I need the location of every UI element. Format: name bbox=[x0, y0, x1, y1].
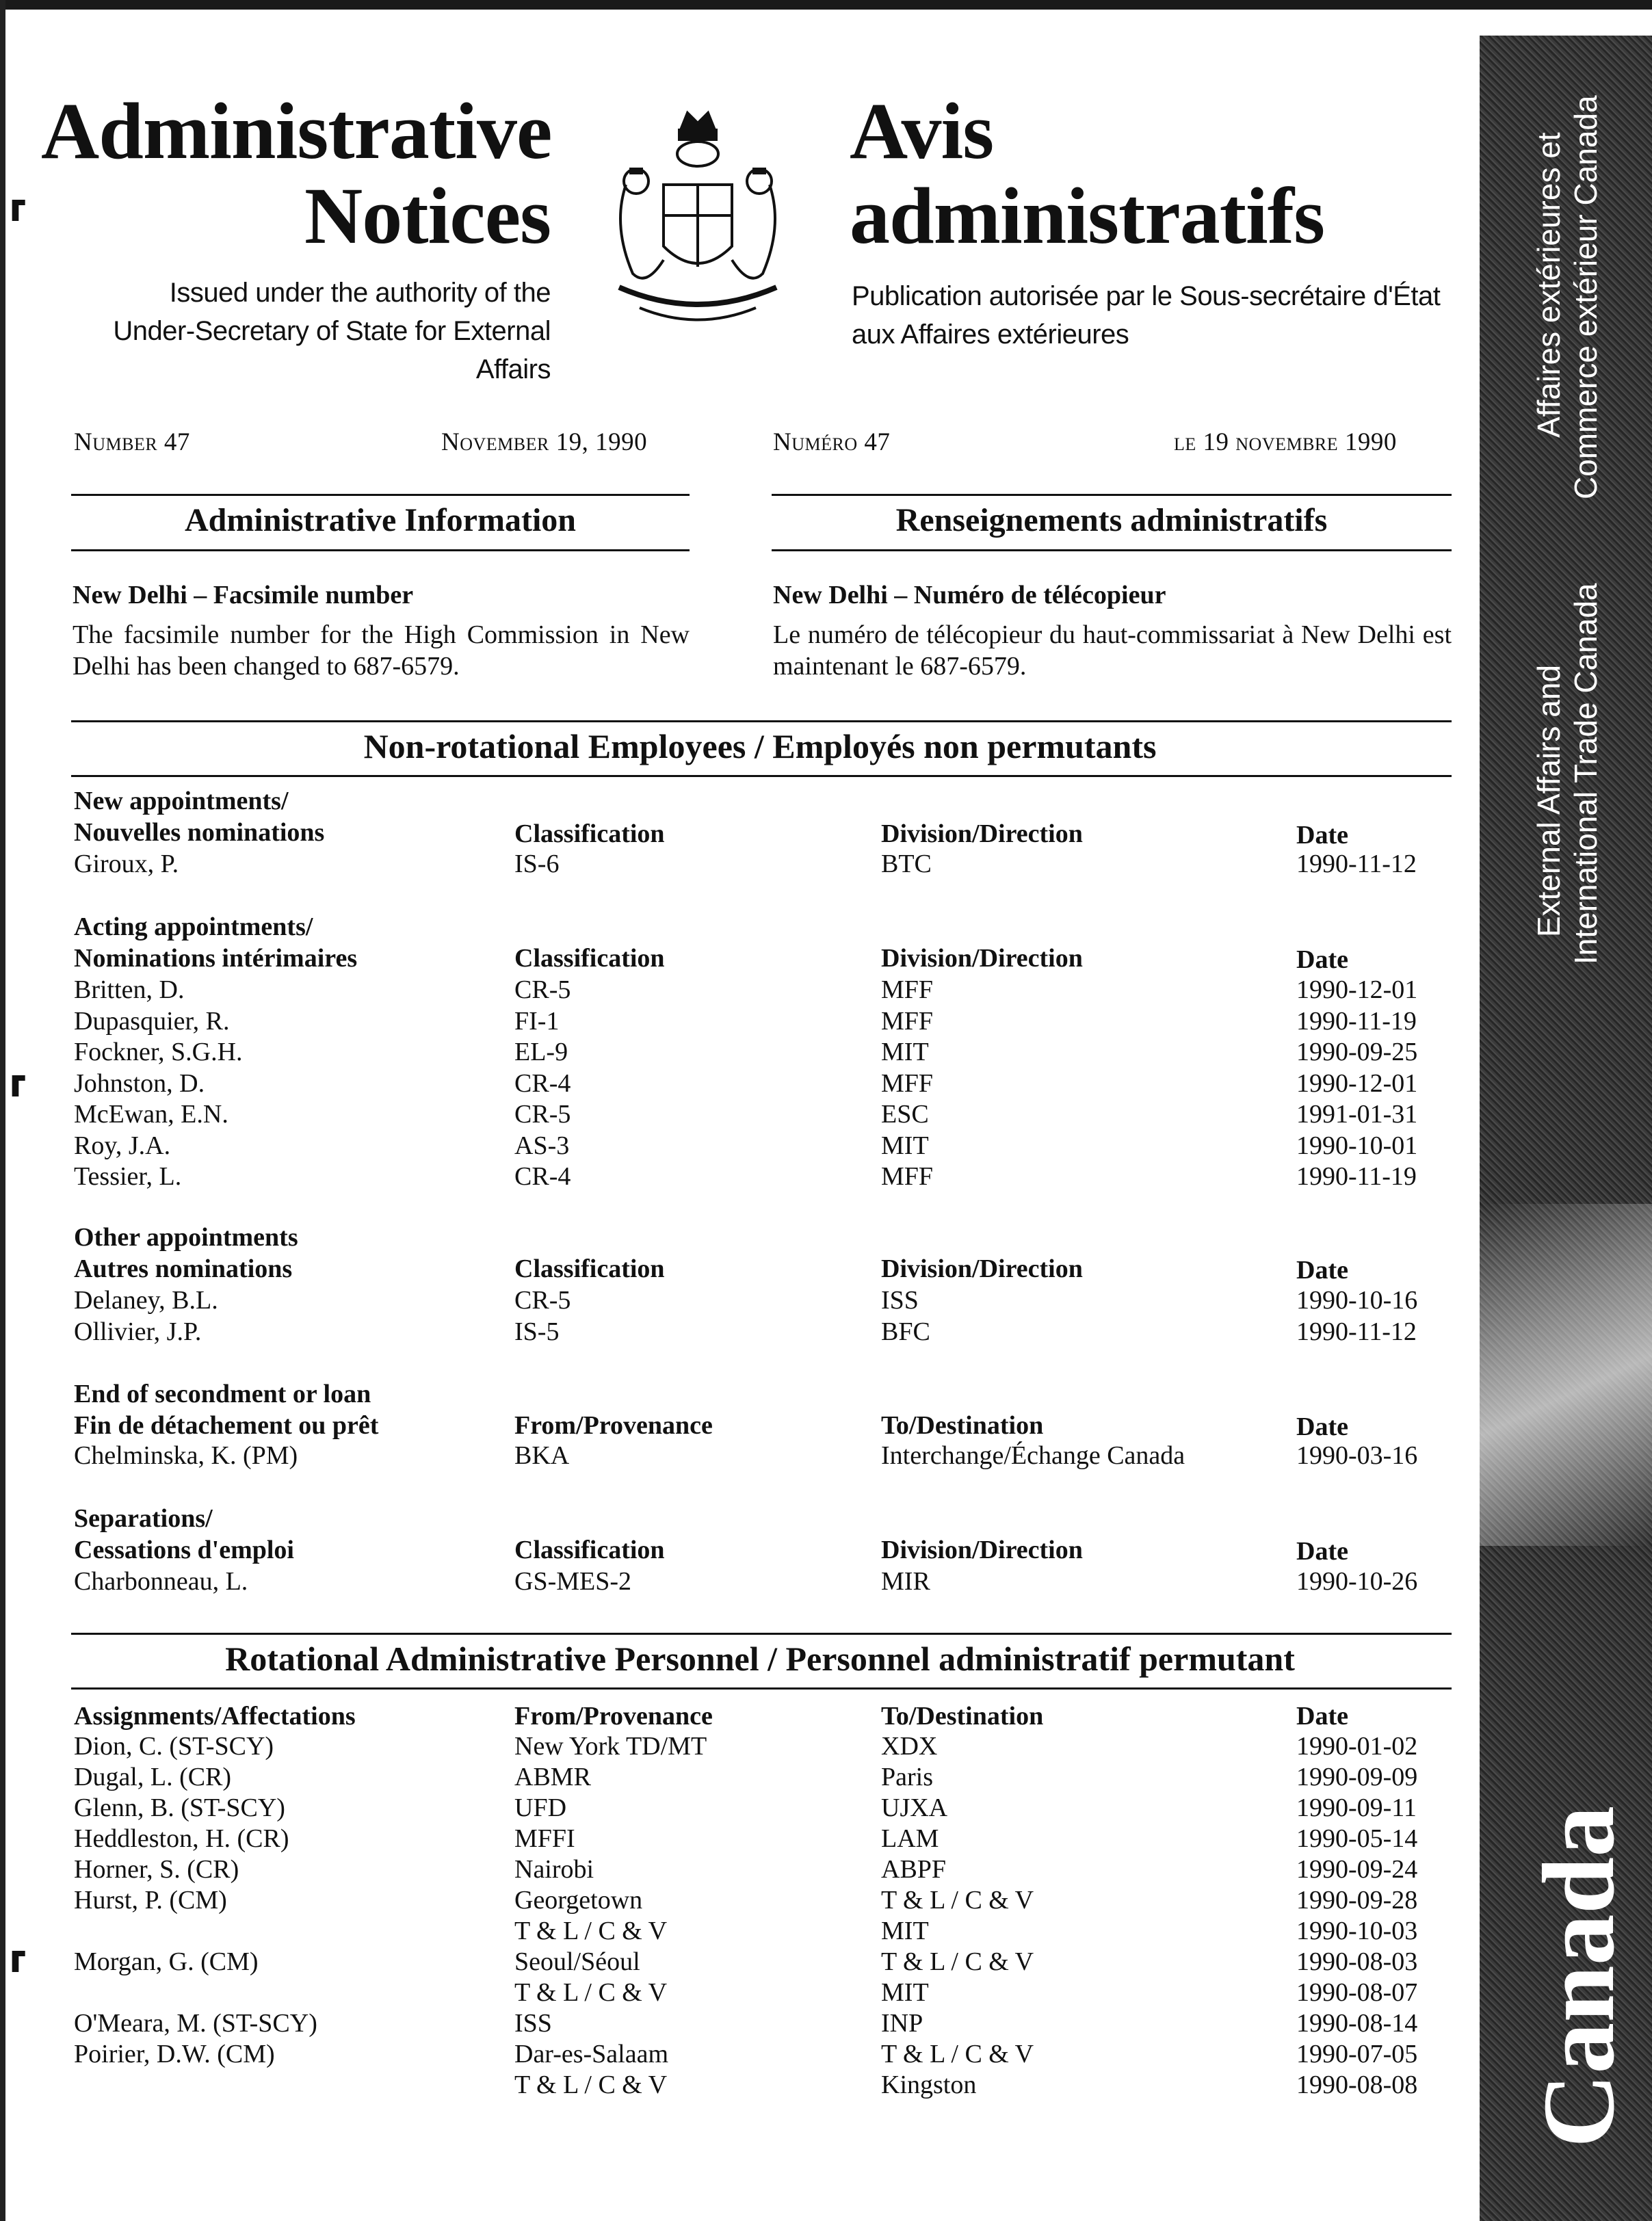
table-cell: New York TD/MT bbox=[514, 1732, 707, 1761]
issue-date-fr: le 19 novembre 1990 bbox=[1174, 428, 1397, 456]
table-cell: T & L / C & V bbox=[514, 2071, 668, 2099]
column-header: Date bbox=[1296, 1256, 1348, 1285]
table-cell: MIT bbox=[881, 1978, 929, 2007]
acting-appointments-heading-fr: Nominations intérimaires bbox=[74, 944, 358, 973]
table-cell: Delaney, B.L. bbox=[74, 1286, 218, 1315]
admin-info-subtitle-fr: New Delhi – Numéro de télécopieur bbox=[773, 581, 1166, 609]
table-cell: 1990-11-19 bbox=[1296, 1162, 1417, 1191]
acting-appointments-heading: Acting appointments/ bbox=[74, 912, 313, 941]
table-cell: IS-5 bbox=[514, 1317, 560, 1346]
table-cell: 1990-11-12 bbox=[1296, 1317, 1417, 1346]
canada-wordmark-text: Canada bbox=[1522, 1805, 1636, 2148]
table-cell: BFC bbox=[881, 1317, 930, 1346]
table-cell: T & L / C & V bbox=[881, 1947, 1034, 1976]
admin-info-title-fr: Renseignements administratifs bbox=[895, 502, 1328, 538]
table-cell: T & L / C & V bbox=[881, 2040, 1034, 2068]
table-cell: 1990-08-03 bbox=[1296, 1947, 1418, 1976]
table-cell: 1990-10-03 bbox=[1296, 1917, 1418, 1945]
table-cell: T & L / C & V bbox=[881, 1886, 1034, 1915]
table-cell: LAM bbox=[881, 1824, 939, 1853]
column-header: Date bbox=[1296, 1537, 1348, 1566]
issue-date-en: November 19, 1990 bbox=[441, 428, 648, 456]
side-band-line: Affaires extérieures et bbox=[1531, 132, 1566, 438]
table-cell: MFF bbox=[881, 1068, 934, 1098]
secondment-heading-fr: Fin de détachement ou prêt bbox=[74, 1411, 379, 1440]
table-cell: Georgetown bbox=[514, 1886, 643, 1915]
table-cell: Chelminska, K. (PM) bbox=[74, 1441, 298, 1470]
table-cell: 1990-08-14 bbox=[1296, 2009, 1418, 2038]
title-french-line2: administratifs bbox=[850, 171, 1324, 261]
rule bbox=[71, 720, 1452, 722]
table-cell: 1990-10-16 bbox=[1296, 1286, 1418, 1315]
side-band-line: Commerce extérieur Canada bbox=[1568, 95, 1603, 499]
admin-info-paragraph-fr: Le numéro de télécopieur du haut-commissariat à New Delhi est maintenant le 687-6579. bbox=[773, 620, 1452, 681]
column-header: Date bbox=[1296, 1702, 1348, 1731]
table-cell: Dupasquier, R. bbox=[74, 1006, 230, 1036]
admin-info-paragraph-en: The facsimile number for the High Commission in New Delhi has been changed to 687-6579. bbox=[73, 620, 690, 681]
table-cell: Dion, C. (ST-SCY) bbox=[74, 1732, 274, 1761]
coat-of-arms-icon bbox=[599, 103, 797, 335]
separations-heading-fr: Cessations d'emploi bbox=[74, 1536, 294, 1564]
table-cell: GS-MES-2 bbox=[514, 1567, 632, 1596]
table-cell: ISS bbox=[514, 2009, 552, 2038]
table-cell: Morgan, G. (CM) bbox=[74, 1947, 259, 1976]
table-cell: AS-3 bbox=[514, 1131, 570, 1160]
table-cell: BTC bbox=[881, 850, 932, 878]
table-cell: ISS bbox=[881, 1286, 919, 1315]
new-appointments-heading-fr: Nouvelles nominations bbox=[74, 818, 325, 847]
table-cell: Kingston bbox=[881, 2071, 977, 2099]
table-cell: CR-5 bbox=[514, 1100, 571, 1129]
table-cell: Interchange/Échange Canada bbox=[881, 1441, 1185, 1470]
issued-english-line1: Issued under the authority of the bbox=[169, 278, 551, 308]
table-cell: MFFI bbox=[514, 1824, 575, 1853]
table-cell: Fockner, S.G.H. bbox=[74, 1038, 243, 1066]
table-cell: 1990-10-01 bbox=[1296, 1131, 1418, 1160]
table-cell: 1990-08-07 bbox=[1296, 1978, 1418, 2007]
admin-info-subtitle-en: New Delhi – Facsimile number bbox=[73, 581, 414, 609]
table-cell: O'Meara, M. (ST-SCY) bbox=[74, 2009, 317, 2038]
table-cell: Giroux, P. bbox=[74, 850, 179, 878]
table-cell: 1990-03-16 bbox=[1296, 1441, 1418, 1470]
new-appointments-heading: New appointments/ bbox=[74, 787, 289, 815]
side-band-commerce bbox=[1567, 95, 1604, 499]
column-header: From/Provenance bbox=[514, 1411, 713, 1440]
table-cell: 1990-09-28 bbox=[1296, 1886, 1418, 1915]
table-cell: INP bbox=[881, 2009, 923, 2038]
issued-french-line1: Publication autorisée par le Sous-secrétaire d'État bbox=[852, 281, 1441, 311]
table-cell: CR-5 bbox=[514, 1286, 571, 1315]
table-cell: Nairobi bbox=[514, 1855, 594, 1884]
table-cell: Dugal, L. (CR) bbox=[74, 1763, 232, 1791]
rule bbox=[71, 1633, 1452, 1635]
rule bbox=[71, 1687, 1452, 1690]
table-cell: Poirier, D.W. (CM) bbox=[74, 2040, 275, 2068]
title-french bbox=[850, 86, 1465, 261]
table-cell: 1990-05-14 bbox=[1296, 1824, 1418, 1853]
column-header: Division/Direction bbox=[881, 819, 1083, 848]
table-cell: Roy, J.A. bbox=[74, 1131, 171, 1160]
separations-heading: Separations/ bbox=[74, 1504, 213, 1533]
column-header: Date bbox=[1296, 945, 1348, 974]
column-header: Assignments/Affectations bbox=[74, 1702, 356, 1731]
left-border bbox=[0, 0, 5, 2221]
table-cell: 1990-09-24 bbox=[1296, 1855, 1418, 1884]
issue-number-fr: Numéro 47 bbox=[773, 428, 891, 456]
table-cell: MIT bbox=[881, 1131, 929, 1160]
table-cell: MFF bbox=[881, 1006, 934, 1036]
title-english-line1: Administrative bbox=[41, 86, 552, 176]
table-cell: CR-5 bbox=[514, 975, 571, 1004]
table-cell: Dar-es-Salaam bbox=[514, 2040, 669, 2068]
column-header: Classification bbox=[514, 819, 665, 848]
table-cell: FI-1 bbox=[514, 1006, 560, 1036]
table-cell: Johnston, D. bbox=[74, 1068, 205, 1098]
column-header: Division/Direction bbox=[881, 1254, 1083, 1283]
column-header: From/Provenance bbox=[514, 1702, 713, 1731]
table-cell: Heddleston, H. (CR) bbox=[74, 1824, 289, 1853]
column-header: To/Destination bbox=[881, 1702, 1044, 1731]
table-cell: Seoul/Séoul bbox=[514, 1947, 640, 1976]
issued-english-line2: Under-Secretary of State for External Affairs bbox=[113, 316, 551, 384]
column-header: Classification bbox=[514, 1536, 665, 1564]
table-cell: UJXA bbox=[881, 1793, 948, 1822]
column-header: Division/Direction bbox=[881, 1536, 1083, 1564]
issue-number-en: Number 47 bbox=[74, 428, 190, 456]
table-cell: T & L / C & V bbox=[514, 1978, 668, 2007]
table-cell: MIT bbox=[881, 1038, 929, 1066]
table-cell: Paris bbox=[881, 1763, 933, 1791]
margin-mark: ⸢ bbox=[8, 194, 30, 254]
table-cell: 1990-07-05 bbox=[1296, 2040, 1418, 2068]
rule bbox=[71, 549, 690, 551]
other-appointments-heading-fr: Autres nominations bbox=[74, 1254, 293, 1283]
issued-english bbox=[41, 274, 551, 389]
table-cell: 1990-11-19 bbox=[1296, 1006, 1417, 1036]
non-rotational-title: Non-rotational Employees / Employés non permutants bbox=[363, 727, 1157, 765]
column-header: Date bbox=[1296, 1412, 1348, 1441]
table-cell: Ollivier, J.P. bbox=[74, 1317, 202, 1346]
table-cell: 1990-11-12 bbox=[1296, 850, 1417, 878]
title-english-line2: Notices bbox=[304, 171, 551, 261]
table-cell: McEwan, E.N. bbox=[74, 1100, 228, 1129]
table-cell: Horner, S. (CR) bbox=[74, 1855, 239, 1884]
issued-french-line2: aux Affaires extérieures bbox=[852, 319, 1129, 350]
table-cell: T & L / C & V bbox=[514, 1917, 668, 1945]
column-header: Date bbox=[1296, 821, 1348, 850]
side-band-international-trade bbox=[1567, 583, 1604, 964]
secondment-heading: End of secondment or loan bbox=[74, 1380, 371, 1408]
table-cell: 1990-12-01 bbox=[1296, 1068, 1418, 1098]
rotational-title: Rotational Administrative Personnel / Personnel administratif permutant bbox=[225, 1640, 1295, 1678]
table-cell: ABMR bbox=[514, 1763, 591, 1791]
table-cell: UFD bbox=[514, 1793, 567, 1822]
table-cell: 1990-09-09 bbox=[1296, 1763, 1418, 1791]
column-header: To/Destination bbox=[881, 1411, 1044, 1440]
side-band-affaires bbox=[1530, 132, 1567, 438]
column-header: Division/Direction bbox=[881, 944, 1083, 973]
admin-info-title-en: Administrative Information bbox=[185, 502, 576, 538]
title-french-line1: Avis bbox=[850, 86, 994, 176]
table-cell: Charbonneau, L. bbox=[74, 1567, 248, 1596]
table-cell: CR-4 bbox=[514, 1068, 571, 1098]
table-cell: 1990-09-25 bbox=[1296, 1038, 1418, 1066]
issued-french bbox=[852, 277, 1467, 354]
table-cell: Glenn, B. (ST-SCY) bbox=[74, 1793, 285, 1822]
table-cell: 1990-10-26 bbox=[1296, 1567, 1418, 1596]
table-cell: MIR bbox=[881, 1567, 930, 1596]
margin-mark: ⸢ bbox=[8, 1945, 30, 2006]
column-header: Classification bbox=[514, 1254, 665, 1283]
table-cell: 1990-12-01 bbox=[1296, 975, 1418, 1004]
table-cell: Hurst, P. (CM) bbox=[74, 1886, 227, 1915]
side-band-line: External Affairs and bbox=[1531, 664, 1566, 937]
rule bbox=[772, 494, 1452, 496]
side-band-external-affairs bbox=[1530, 665, 1567, 937]
column-header: Classification bbox=[514, 944, 665, 973]
top-border bbox=[0, 0, 1652, 10]
table-cell: 1990-09-11 bbox=[1296, 1793, 1417, 1822]
rule bbox=[772, 549, 1452, 551]
table-cell: Britten, D. bbox=[74, 975, 185, 1004]
rule bbox=[71, 494, 690, 496]
rule bbox=[71, 775, 1452, 777]
table-cell: 1991-01-31 bbox=[1296, 1100, 1418, 1129]
table-cell: Tessier, L. bbox=[74, 1162, 182, 1191]
other-appointments-heading: Other appointments bbox=[74, 1223, 298, 1252]
canada-wordmark bbox=[1520, 1806, 1638, 2148]
table-cell: IS-6 bbox=[514, 850, 560, 878]
table-cell: MFF bbox=[881, 975, 934, 1004]
table-cell: XDX bbox=[881, 1732, 938, 1761]
table-cell: 1990-01-02 bbox=[1296, 1732, 1418, 1761]
title-english bbox=[41, 86, 552, 261]
table-cell: MIT bbox=[881, 1917, 929, 1945]
margin-mark: ⸢ bbox=[8, 1070, 30, 1130]
table-cell: MFF bbox=[881, 1162, 934, 1191]
table-cell: EL-9 bbox=[514, 1038, 568, 1066]
table-cell: ESC bbox=[881, 1100, 929, 1129]
side-band-highlight bbox=[1480, 1204, 1652, 1546]
table-cell: 1990-08-08 bbox=[1296, 2071, 1418, 2099]
table-cell: CR-4 bbox=[514, 1162, 571, 1191]
table-cell: ABPF bbox=[881, 1855, 947, 1884]
table-cell: BKA bbox=[514, 1441, 570, 1470]
side-band-line: International Trade Canada bbox=[1568, 583, 1603, 964]
